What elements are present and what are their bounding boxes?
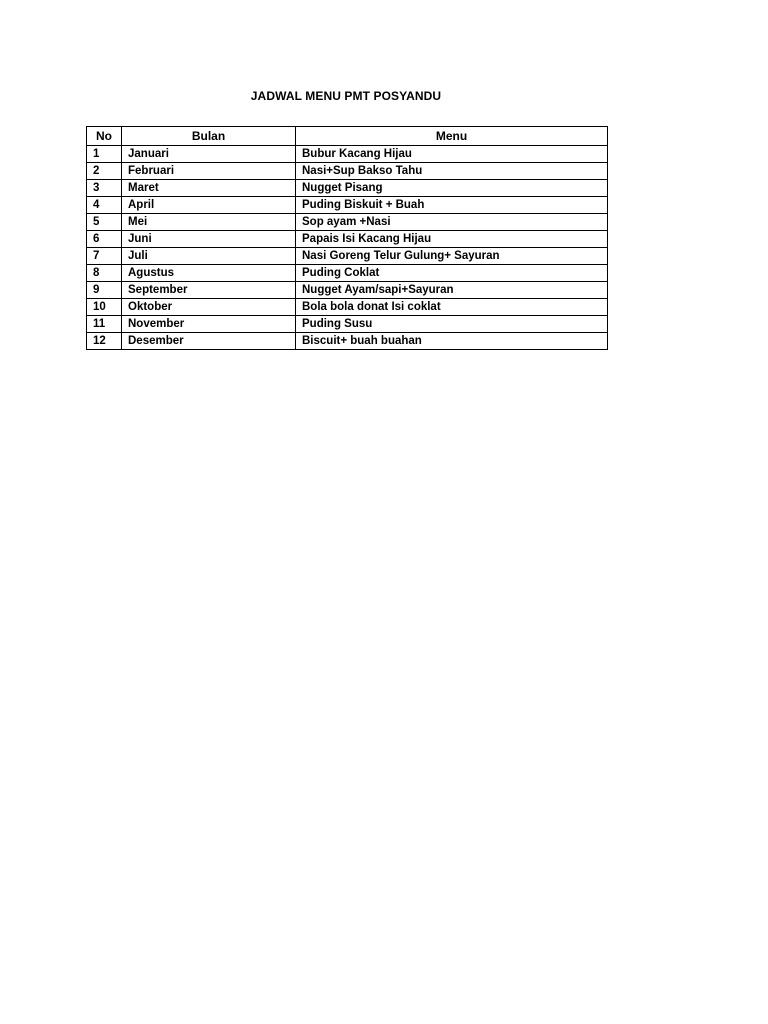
- cell-no: 10: [87, 299, 122, 316]
- table-row: [87, 197, 608, 214]
- cell-menu: Puding Biskuit + Buah: [296, 197, 608, 214]
- cell-menu: Papais Isi Kacang Hijau: [296, 231, 608, 248]
- cell-menu: Puding Coklat: [296, 265, 608, 282]
- table-row: [87, 163, 608, 180]
- cell-bulan: Agustus: [122, 265, 296, 282]
- table-body: [87, 146, 608, 350]
- cell-bulan: September: [122, 282, 296, 299]
- cell-bulan: Maret: [122, 180, 296, 197]
- cell-menu: Nugget Ayam/sapi+Sayuran: [296, 282, 608, 299]
- table-row: [87, 214, 608, 231]
- cell-bulan: Desember: [122, 333, 296, 350]
- table-row: [87, 299, 608, 316]
- cell-bulan: Juni: [122, 231, 296, 248]
- cell-no: 2: [87, 163, 122, 180]
- table-row: [87, 316, 608, 333]
- cell-menu: Bola bola donat Isi coklat: [296, 299, 608, 316]
- cell-menu: Puding Susu: [296, 316, 608, 333]
- cell-menu: Nasi Goreng Telur Gulung+ Sayuran: [296, 248, 608, 265]
- cell-menu: Biscuit+ buah buahan: [296, 333, 608, 350]
- cell-bulan: Januari: [122, 146, 296, 163]
- header-bulan: Bulan: [122, 127, 296, 146]
- table-row: [87, 248, 608, 265]
- cell-menu: Sop ayam +Nasi: [296, 214, 608, 231]
- cell-menu: Nasi+Sup Bakso Tahu: [296, 163, 608, 180]
- table-row: [87, 282, 608, 299]
- header-no: No: [87, 127, 122, 146]
- cell-no: 1: [87, 146, 122, 163]
- cell-menu: Nugget Pisang: [296, 180, 608, 197]
- header-menu: Menu: [296, 127, 608, 146]
- cell-no: 8: [87, 265, 122, 282]
- cell-bulan: Mei: [122, 214, 296, 231]
- table-row: [87, 265, 608, 282]
- table-row: [87, 146, 608, 163]
- menu-schedule-table: [86, 126, 608, 350]
- table-row: [87, 231, 608, 248]
- cell-no: 7: [87, 248, 122, 265]
- cell-no: 5: [87, 214, 122, 231]
- cell-bulan: November: [122, 316, 296, 333]
- cell-no: 3: [87, 180, 122, 197]
- cell-no: 12: [87, 333, 122, 350]
- cell-bulan: Juli: [122, 248, 296, 265]
- document-title: JADWAL MENU PMT POSYANDU: [250, 89, 442, 103]
- cell-no: 11: [87, 316, 122, 333]
- cell-no: 4: [87, 197, 122, 214]
- cell-bulan: April: [122, 197, 296, 214]
- cell-bulan: Februari: [122, 163, 296, 180]
- cell-menu: Bubur Kacang Hijau: [296, 146, 608, 163]
- table-header-row: [87, 127, 608, 146]
- cell-no: 6: [87, 231, 122, 248]
- cell-bulan: Oktober: [122, 299, 296, 316]
- cell-no: 9: [87, 282, 122, 299]
- table-row: [87, 180, 608, 197]
- table-row: [87, 333, 608, 350]
